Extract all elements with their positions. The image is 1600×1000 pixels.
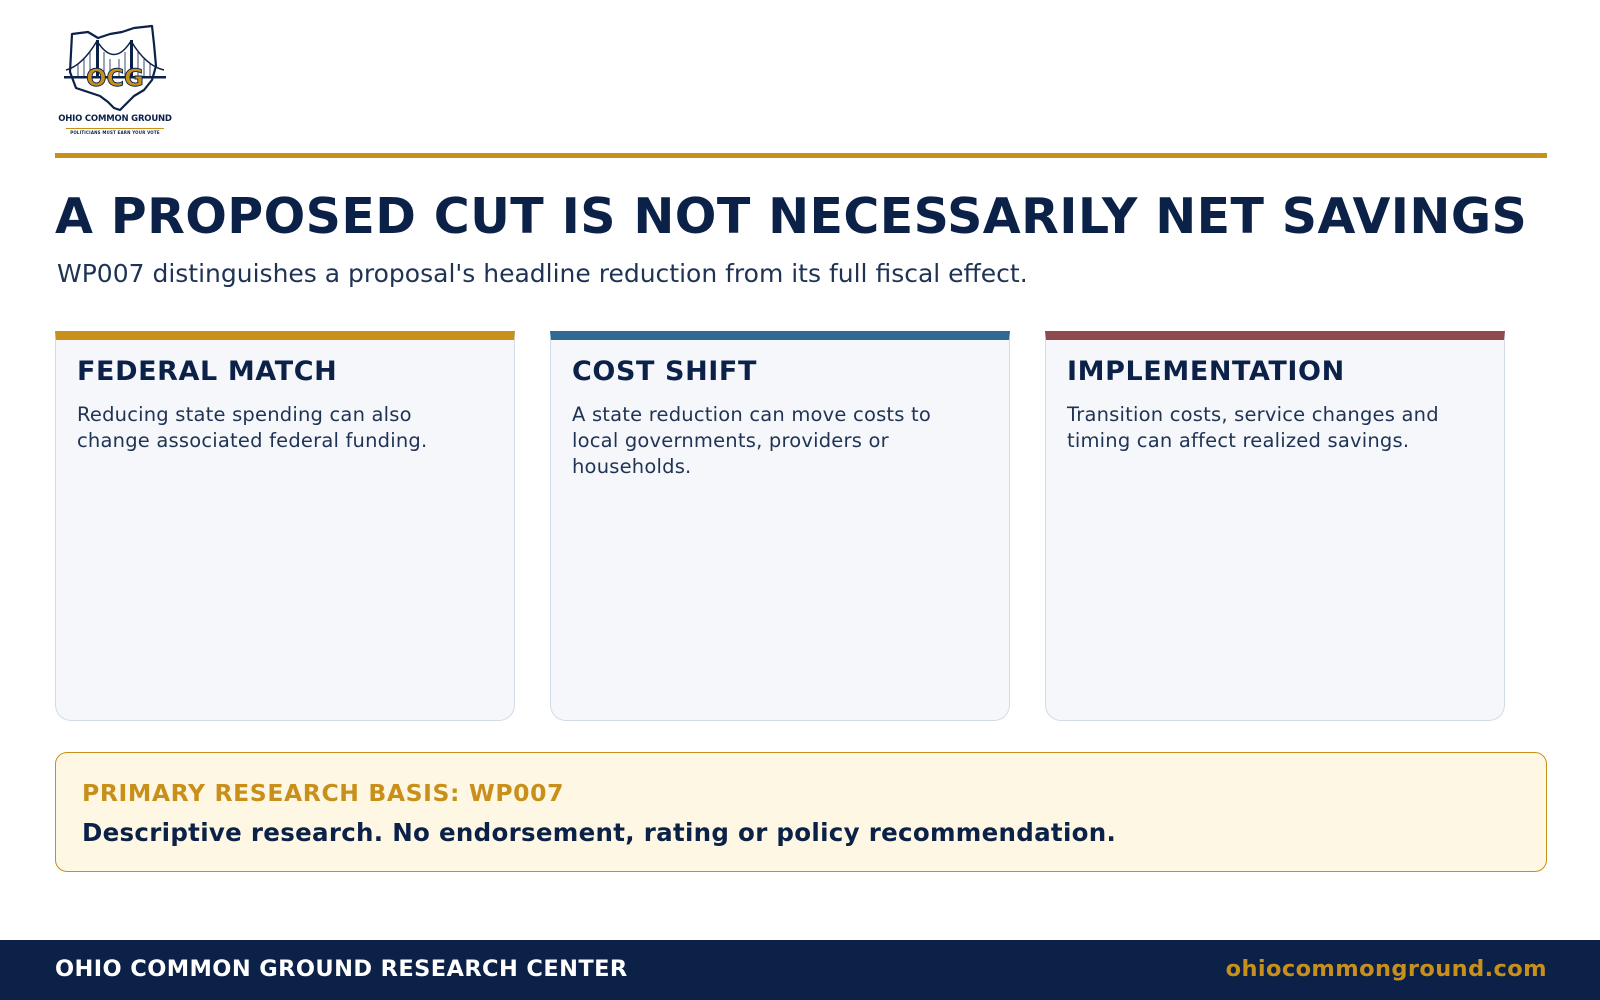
ohio-bridge-logo-icon — [58, 22, 172, 114]
header-divider — [55, 153, 1547, 158]
research-basis-label: PRIMARY RESEARCH BASIS: WP007 — [82, 779, 565, 807]
card-cost-shift — [550, 331, 1010, 721]
footer — [0, 940, 1600, 1000]
card-body: A state reduction can move costs to local governments, providers or households. — [572, 403, 932, 478]
page-subtitle: WP007 distinguishes a proposal's headline reduction from its full fiscal effect. — [57, 259, 1028, 288]
card-implementation — [1045, 331, 1505, 721]
research-basis-note — [55, 752, 1547, 872]
card-title: IMPLEMENTATION — [1067, 356, 1345, 387]
page-title: A PROPOSED CUT IS NOT NECESSARILY NET SAVINGS — [55, 188, 1528, 245]
card-body: Reducing state spending can also change associated federal funding. — [77, 403, 428, 452]
card-title: COST SHIFT — [572, 356, 757, 387]
logo-name: OHIO COMMON GROUND — [58, 114, 172, 124]
research-basis-text: Descriptive research. No endorsement, rating or policy recommendation. — [82, 818, 1117, 847]
logo-tagline: POLITICIANS MUST EARN YOUR VOTE — [70, 130, 160, 135]
footer-organization: OHIO COMMON GROUND RESEARCH CENTER — [55, 956, 628, 982]
logo — [58, 22, 172, 140]
card-title: FEDERAL MATCH — [77, 356, 338, 387]
logo-monogram: OCG — [86, 64, 144, 92]
card-body: Transition costs, service changes and timing can affect realized savings. — [1067, 403, 1439, 452]
card-federal-match — [55, 331, 515, 721]
footer-website-link[interactable]: ohiocommonground.com — [1225, 956, 1547, 982]
logo-divider — [66, 128, 164, 129]
